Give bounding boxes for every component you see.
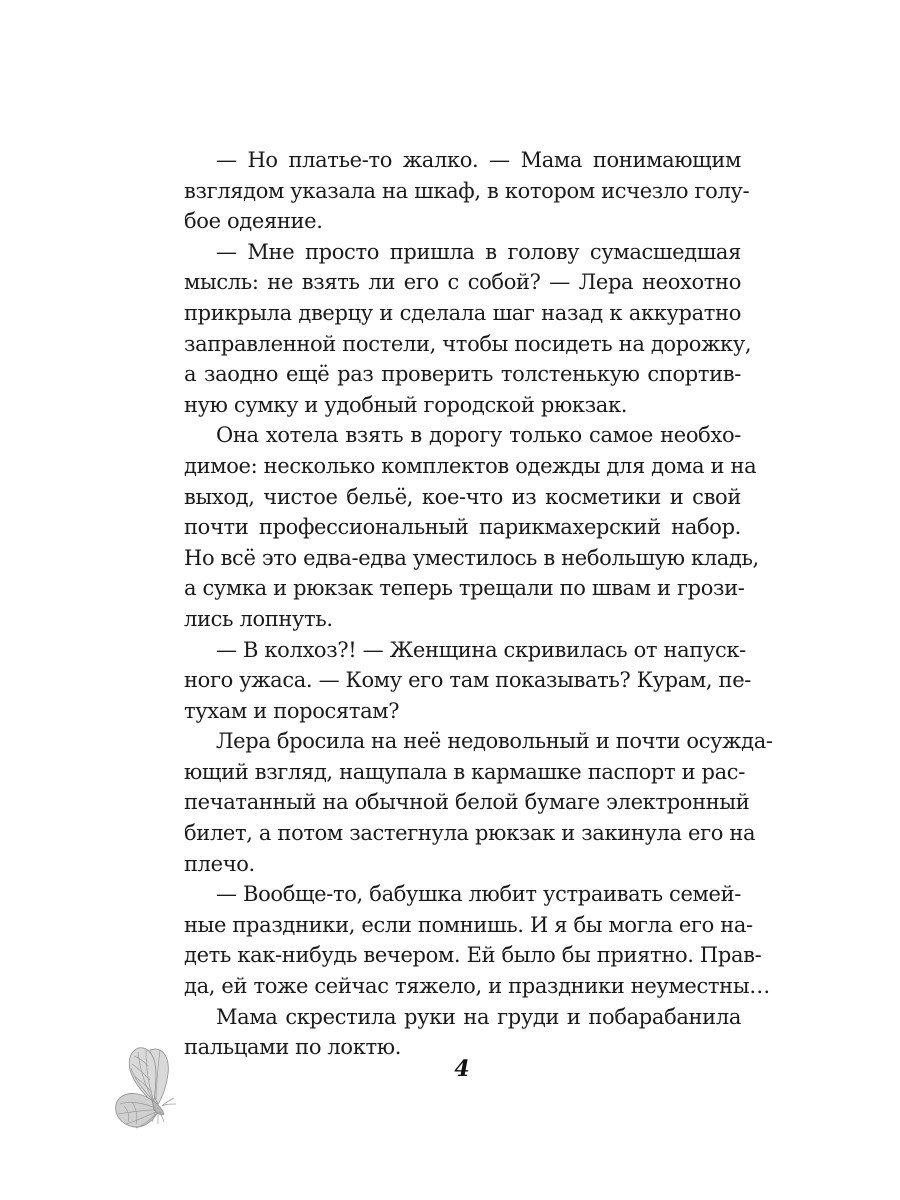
- text-line: печатанный на обычной белой бумаге электронный: [184, 790, 750, 815]
- text-line: плечо.: [184, 851, 255, 876]
- paragraph: [184, 420, 759, 634]
- text-line: а сумка и рюкзак теперь трещали по швам и грози-: [184, 576, 745, 601]
- text-line: билет, а потом застегнула рюкзак и закинула его на: [184, 821, 756, 846]
- text-line: Лера бросила на неё недовольный и почти осужда-: [216, 729, 773, 754]
- text-line: бое одеяние.: [184, 209, 323, 234]
- text-line: взглядом указала на шкаф, в котором исчезло голу-: [184, 178, 750, 203]
- text-line: Но всё это едва-едва уместилось в небольшую кладь,: [184, 545, 759, 570]
- text-line: ного ужаса. — Кому его там показывать? Курам, пе-: [184, 668, 752, 693]
- text-line: пальцами по локтю.: [184, 1035, 402, 1060]
- text-line: ную сумку и удобный городской рюкзак.: [184, 392, 628, 417]
- text-line: — В колхоз?! — Женщина скривилась от напуск-: [216, 637, 746, 662]
- paragraph: [184, 726, 773, 879]
- text-line: да, ей тоже сейчас тяжело, и праздники неуместны…: [184, 974, 770, 999]
- text-line: — Мне просто пришла в голову сумасшедшая: [216, 239, 741, 264]
- paragraph: [184, 1002, 741, 1063]
- paragraph: [184, 145, 750, 237]
- text-line: мысль: не взять ли его с собой? — Лера неохотно: [184, 270, 741, 295]
- page-number: 4: [454, 1056, 470, 1082]
- body-text: [184, 145, 773, 1063]
- text-line: Мама скрестила руки на груди и побарабанила: [216, 1004, 741, 1029]
- text-line: димое: несколько комплектов одежды для дома и на: [184, 453, 757, 478]
- text-line: — Вообще-то, бабушка любит устраивать семей-: [216, 882, 741, 907]
- text-line: заправленной постели, чтобы посидеть на дорожку,: [184, 331, 752, 356]
- text-line: прикрыла дверцу и сделала шаг назад к аккуратно: [184, 300, 741, 325]
- text-line: ющий взгляд, нащупала в кармашке паспорт и рас-: [184, 759, 745, 784]
- text-line: тухам и поросятам?: [184, 698, 400, 723]
- text-line: почти профессиональный парикмахерский набор.: [184, 515, 741, 540]
- text-line: Она хотела взять в дорогу только самое необхо-: [216, 423, 741, 448]
- text-line: ные праздники, если помнишь. И я бы могла его на-: [184, 912, 753, 937]
- text-line: деть как-нибудь вечером. Ей было бы приятно. Прав-: [184, 943, 762, 968]
- butterfly-icon: [112, 1044, 178, 1132]
- paragraph: [184, 879, 770, 1001]
- text-line: лись лопнуть.: [184, 606, 333, 631]
- paragraph: [184, 237, 752, 421]
- paragraph: [184, 635, 752, 727]
- text-line: выход, чистое бельё, кое-что из косметики и свой: [184, 484, 741, 509]
- text-line: — Но платье-то жалко. — Мама понимающим: [216, 148, 741, 172]
- text-line: а заодно ещё раз проверить толстенькую спортив-: [184, 362, 741, 387]
